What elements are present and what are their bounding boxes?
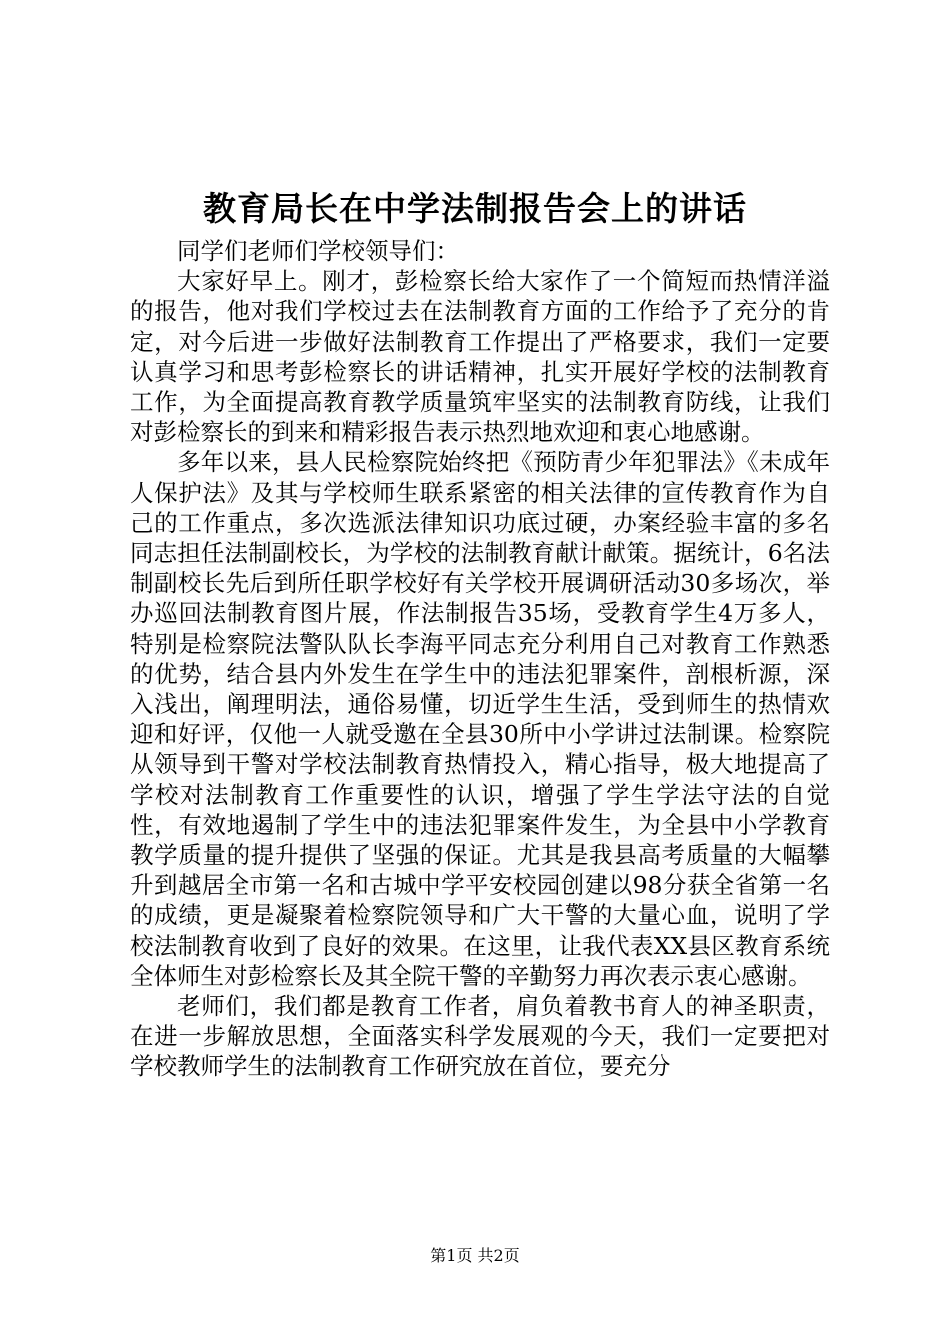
body-paragraph: 老师们，我们都是教育工作者，肩负着教书育人的神圣职责，在进一步解放思想，全面落实科学发展观的今天，我们一定要把对学校教师学生的法制教育工作研究放在首位，要充分 [130,992,830,1081]
body-paragraph: 多年以来，县人民检察院始终把《预防青少年犯罪法》《未成年人保护法》及其与学校师生联系紧密的相关法律的宣传教育作为自己的工作重点，多次选派法律知识功底过硬，办案经验丰富的多名同志担任法制副校长，为学校的法制教育献计献策。据统计，6名法制副校长先后到所任职学校好有关学校开展调研活动30多场次，举办巡回法制教育图片展，作法制报告35场，受教育学生4万多人，特别是检察院法警队队长李海平同志充分利用自己对教育工作熟悉的优势，结合县内外发生在学生中的违法犯罪案件，剖根析源，深入浅出，阐理明法，通俗易懂，切近学生生活，受到师生的热情欢迎和好评，仅他一人就受邀在全县30所中小学讲过法制课。检察院从领导到干警对学校法制教育热情投入，精心指导，极大地提高了学校对法制教育工作重要性的认识，增强了学生学法守法的自觉性，有效地遏制了学生中的违法犯罪案件发生，为全县中小学教育教学质量的提升提供了坚强的保证。尤其是我县高考质量的大幅攀升到越居全市第一名和古城中学平安校园创建以98分获全省第一名的成绩，更是凝聚着检察院领导和广大干警的大量心血，说明了学校法制教育收到了良好的效果。在这里，让我代表XX县区教育系统全体师生对彭检察长及其全院干警的辛勤努力再次表示衷心感谢。 [130,448,830,990]
document-body [130,236,830,1082]
page-number-footer: 第1页 共2页 [430,1246,520,1265]
salutation-paragraph: 同学们老师们学校领导们： [177,237,459,265]
body-paragraph: 大家好早上。刚才，彭检察长给大家作了一个简短而热情洋溢的报告，他对我们学校过去在法制教育方面的工作给予了充分的肯定，对今后进一步做好法制教育工作提出了严格要求，我们一定要认真学习和思考彭检察长的讲话精神，扎实开展好学校的法制教育工作，为全面提高教育教学质量筑牢坚实的法制教育防线，让我们对彭检察长的到来和精彩报告表示热烈地欢迎和衷心地感谢。 [130,267,830,447]
document-title: 教育局长在中学法制报告会上的讲话 [203,189,747,228]
